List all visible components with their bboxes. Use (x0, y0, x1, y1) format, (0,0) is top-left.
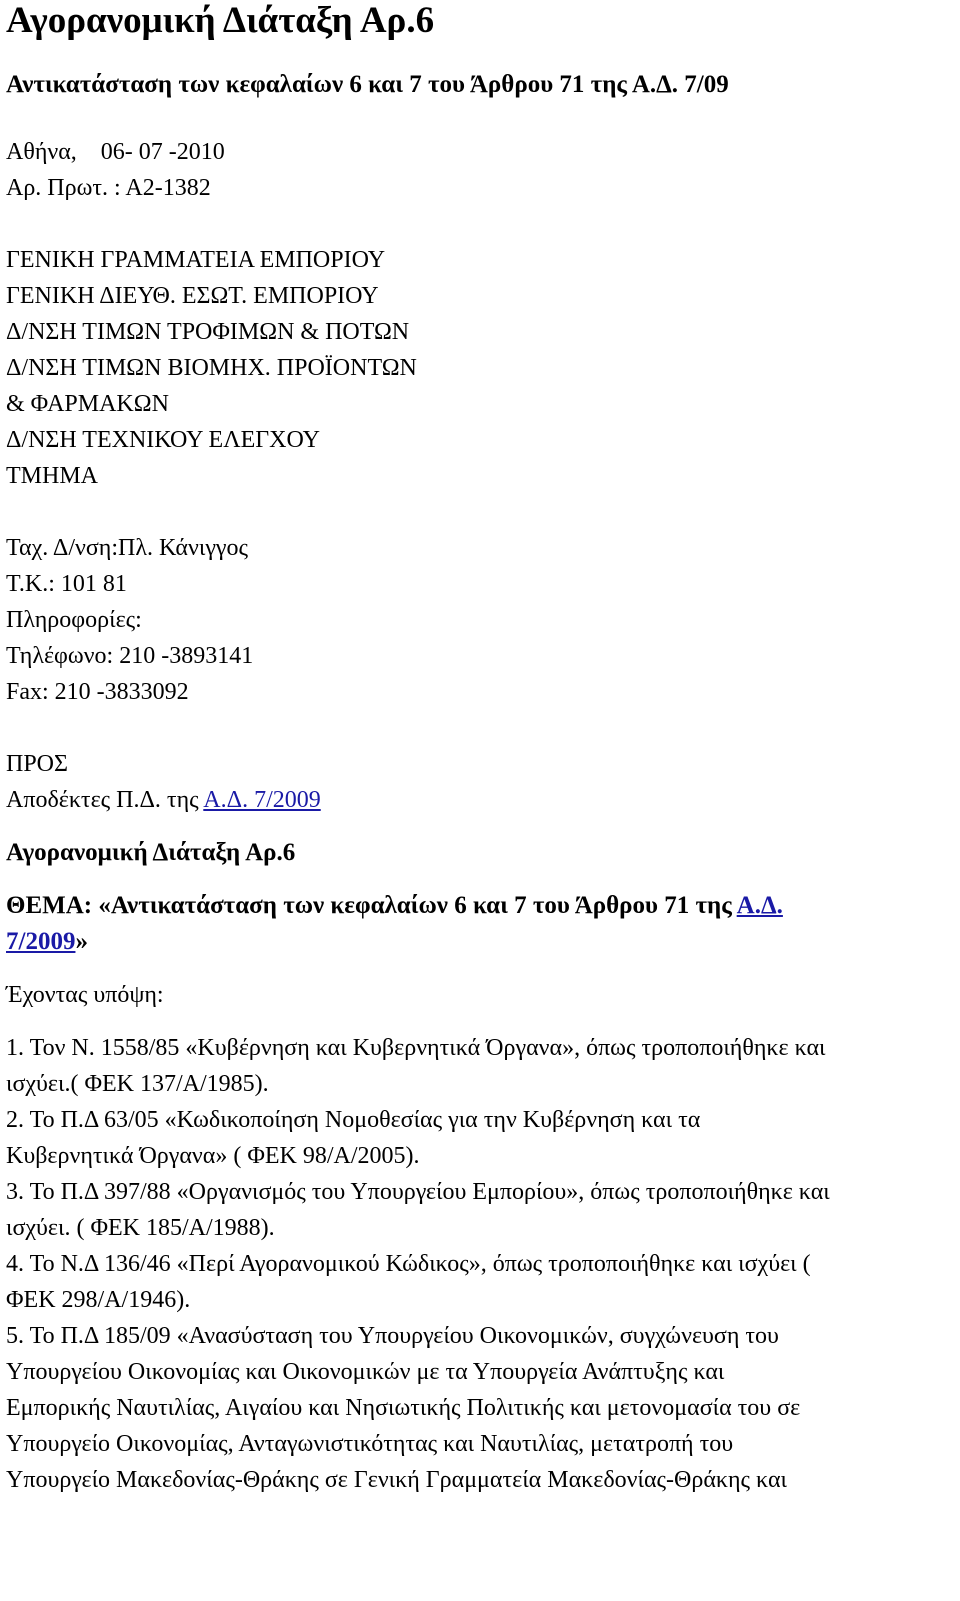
ad-7-2009-link[interactable]: Α.Δ. 7/2009 (203, 787, 321, 813)
page-title: Αγορανομική Διάταξη Αρ.6 (6, 0, 435, 41)
information-line: Πληροφορίες: (6, 607, 142, 633)
list-item (6, 1246, 954, 1318)
fax-line: Fax: 210 -3833092 (6, 679, 189, 705)
subject-link-part2[interactable]: 7/2009 (6, 928, 76, 955)
document-title: Αγορανομική Διάταξη Αρ.6 (6, 839, 296, 866)
list-item-line: 3. Το Π.Δ 397/88 «Οργανισμός του Υπουργείου Εμπορίου», όπως τροποποιήθηκε και (6, 1179, 830, 1205)
list-item-line: Εμπορικής Ναυτιλίας, Αιγαίου και Νησιωτικής Πολιτικής και μετονομασία του σε (6, 1395, 801, 1421)
subject-link-part1[interactable]: Α.Δ. (736, 892, 783, 919)
list-item-line: ισχύει.( ΦΕΚ 137/Α/1985). (6, 1071, 269, 1097)
list-item-line: ισχύει. ( ΦΕΚ 185/Α/1988). (6, 1215, 275, 1241)
department-line: Δ/ΝΣΗ ΤΕΧΝΙΚΟΥ ΕΛΕΓΧΟΥ (6, 427, 320, 453)
list-item-line: Υπουργείο Οικονομίας, Ανταγωνιστικότητας και Ναυτιλίας, μετατροπή του (6, 1431, 734, 1457)
recipients-text: Αποδέκτες Π.Δ. της (6, 787, 204, 813)
department-line: & ΦΑΡΜΑΚΩΝ (6, 391, 169, 417)
list-item-line: Υπουργείο Μακεδονίας-Θράκης σε Γενική Γραμματεία Μακεδονίας-Θράκης και (6, 1467, 787, 1493)
considerations-list (6, 1030, 954, 1498)
list-item (6, 1030, 954, 1102)
recipients-line (6, 782, 954, 818)
list-item-line: ΦΕΚ 298/Α/1946). (6, 1287, 191, 1313)
date-line: Αθήνα, 06- 07 -2010 (6, 139, 225, 165)
phone-line: Τηλέφωνο: 210 -3893141 (6, 643, 254, 669)
page-subtitle: Αντικατάσταση των κεφαλαίων 6 και 7 του Άρθρου 71 της Α.Δ. 7/09 (6, 71, 729, 98)
list-item-line: 4. Το Ν.Δ 136/46 «Περί Αγορανομικού Κώδικος», όπως τροποποιήθηκε και ισχύει ( (6, 1251, 811, 1277)
department-line: ΓΕΝΙΚΗ ΔΙΕΥΘ. ΕΣΩΤ. ΕΜΠΟΡΙΟΥ (6, 283, 379, 309)
department-line: Δ/ΝΣΗ ΤΙΜΩΝ ΒΙΟΜΗΧ. ΠΡΟΪΟΝΤΩΝ (6, 355, 417, 381)
list-item (6, 1174, 954, 1246)
subject-suffix: » (75, 928, 88, 955)
recipients-label: ΠΡΟΣ (6, 751, 68, 777)
contact-block (6, 530, 954, 710)
subject-text: ΘΕΜΑ: «Αντικατάσταση των κεφαλαίων 6 και 7 του Άρθρου 71 της (6, 892, 737, 919)
departments-block (6, 242, 954, 494)
list-item-line: Υπουργείου Οικονομίας και Οικονομικών με τα Υπουργεία Ανάπτυξης και (6, 1359, 725, 1385)
list-item-line: 2. Το Π.Δ 63/05 «Κωδικοποίηση Νομοθεσίας για την Κυβέρνηση και τα (6, 1107, 701, 1133)
department-line: ΓΕΝΙΚΗ ΓΡΑΜΜΑΤΕΙΑ ΕΜΠΟΡΙΟΥ (6, 247, 386, 273)
list-item-line: Κυβερνητικά Όργανα» ( ΦΕΚ 98/Α/2005). (6, 1143, 420, 1169)
list-item-line: 5. Το Π.Δ 185/09 «Ανασύσταση του Υπουργείου Οικονομικών, συγχώνευση του (6, 1323, 779, 1349)
postal-code-line: Τ.Κ.: 101 81 (6, 571, 127, 597)
considering-label: Έχοντας υπόψη: (6, 982, 164, 1008)
address-line: Ταχ. Δ/νση:Πλ. Κάνιγγος (6, 535, 249, 561)
subject-line (6, 888, 954, 960)
department-line: Δ/ΝΣΗ ΤΙΜΩΝ ΤΡΟΦΙΜΩΝ & ΠΟΤΩΝ (6, 319, 410, 345)
department-line: ΤΜΗΜΑ (6, 463, 99, 489)
list-item (6, 1318, 954, 1498)
list-item (6, 1102, 954, 1174)
protocol-line: Αρ. Πρωτ. : Α2-1382 (6, 175, 211, 201)
list-item-line: 1. Τον Ν. 1558/85 «Κυβέρνηση και Κυβερνητικά Όργανα», όπως τροποποιήθηκε και (6, 1035, 826, 1061)
